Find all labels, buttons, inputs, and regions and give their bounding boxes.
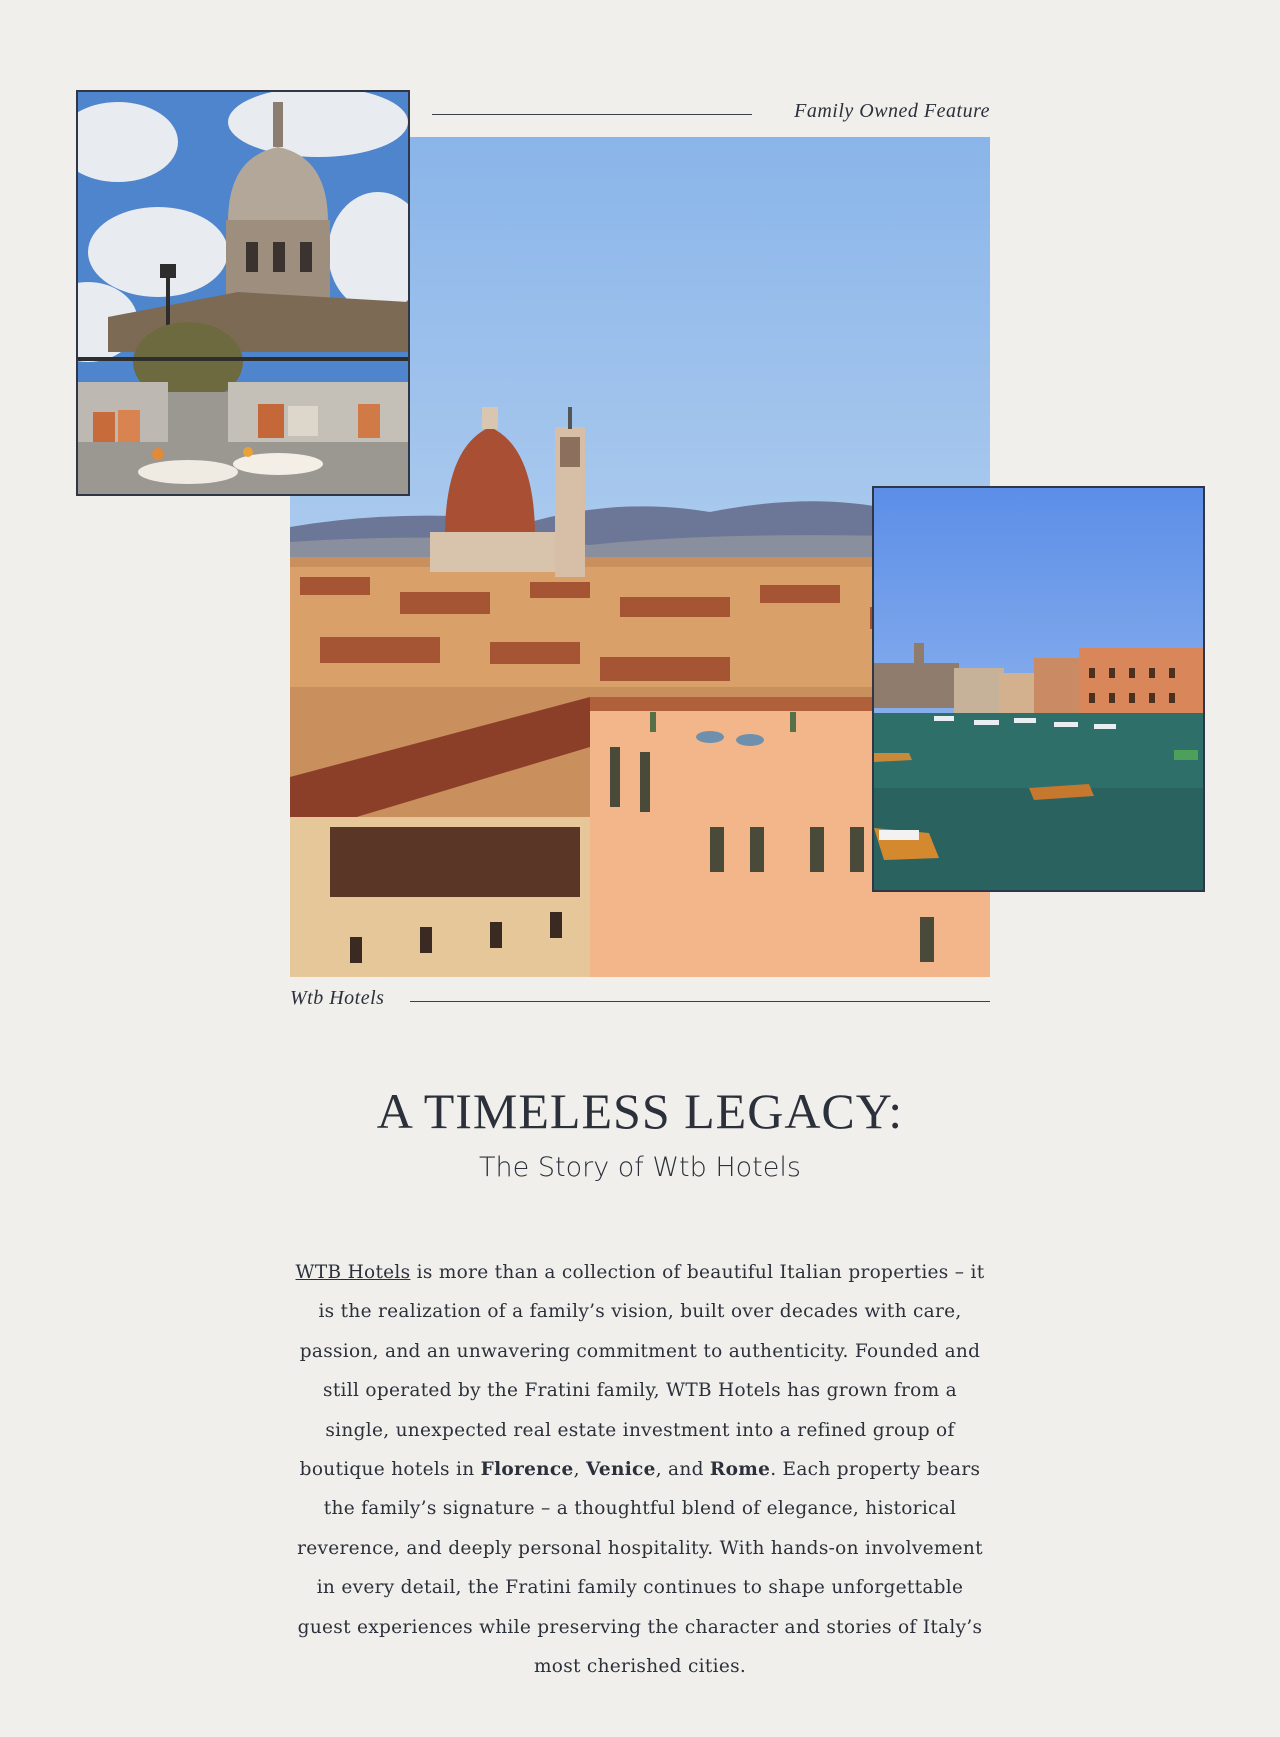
top-caption-rule [432, 114, 752, 115]
left-terrace-photo [76, 90, 410, 496]
article-text-part2: . Each property bears the family’s signature – a thoughtful blend of elegance, historical reverence, and deeply personal hospitality. With hands-on involvement in every detail, the Fratini family continues to shape unforgettable guest experiences while preserving the character and stories of Italy’s most cherished cities. [297, 1459, 983, 1678]
bottom-caption: Wtb Hotels [290, 987, 385, 1009]
article-text-part1: is more than a collection of beautiful Italian properties – it is the realization of a family’s vision, built over decades with care, passion, and an unwavering commitment to authenticity. Founded and still operated by the Fratini family, WTB Hotels has grown from a single, unexpected real estate investment into a refined group of boutique hotels in [299, 1262, 985, 1481]
article-separator-2: , and [655, 1459, 710, 1481]
wtb-hotels-link[interactable]: WTB Hotels [295, 1262, 411, 1283]
city-rome: Rome [709, 1459, 771, 1481]
page-subtitle: The Story of Wtb Hotels [479, 1152, 801, 1183]
venice-canal-illustration [874, 488, 1203, 890]
page-title: A TIMELESS LEGACY: [376, 1083, 904, 1139]
rooftop-terrace-illustration [78, 92, 408, 494]
city-venice: Venice [585, 1459, 656, 1481]
article-separator-1: , [573, 1459, 586, 1481]
top-caption: Family Owned Feature [794, 100, 990, 122]
right-venice-photo [872, 486, 1205, 892]
article-paragraph [288, 1253, 992, 1686]
city-florence: Florence [480, 1459, 574, 1481]
bottom-caption-rule [410, 1001, 990, 1002]
